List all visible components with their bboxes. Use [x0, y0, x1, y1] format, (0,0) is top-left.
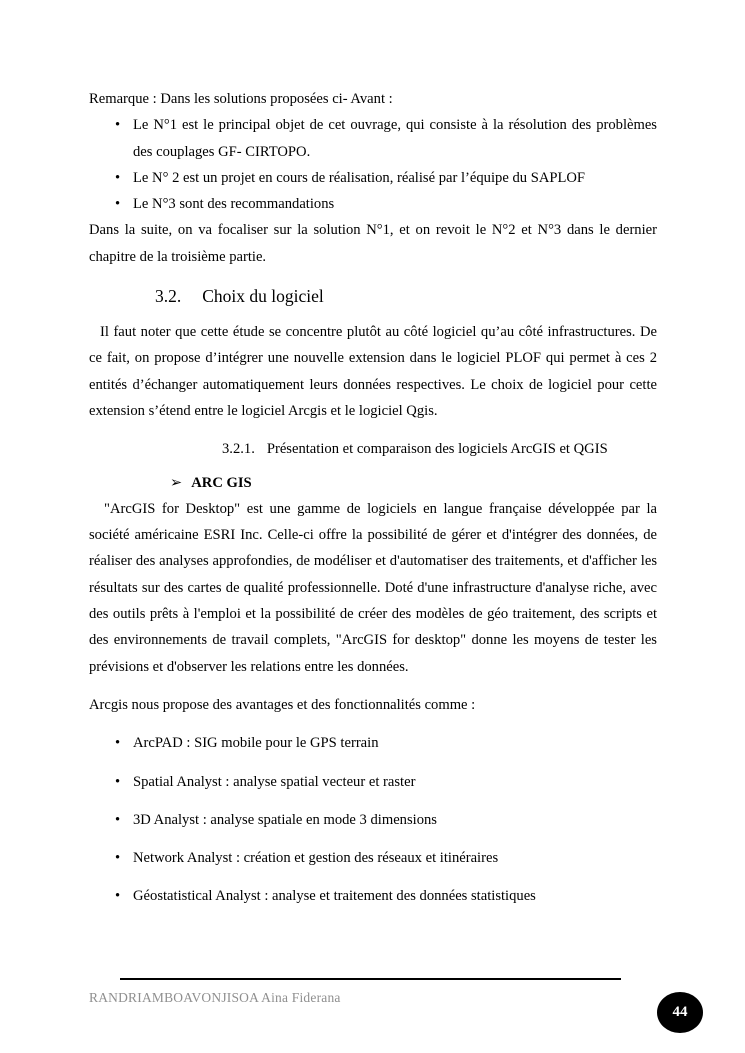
section-number: 3.2.: [155, 286, 182, 307]
bullet-icon: •: [115, 811, 121, 828]
footer-divider: [120, 978, 621, 980]
paragraph-intro: Il faut noter que cette étude se concentre plutôt au côté logiciel qu’au côté infrastructures. De ce fait, on propose d’intégrer une nouvelle extension dans le logiciel PLOF qui permet à ces 2 entités d’échanger automatiquement leurs données respectives. Le choix de logiciel pour cette extension s’étend entre le logiciel Arcgis et le logiciel Qgis.: [89, 324, 657, 419]
list-item-text: 3D Analyst : analyse spatiale en mode 3 dimensions: [133, 811, 437, 828]
bullet-icon: •: [115, 169, 121, 186]
features-list: [89, 730, 657, 909]
solutions-list: [89, 112, 657, 217]
list-item: [89, 883, 657, 909]
paragraph-advantages: Arcgis nous propose des avantages et des fonctionnalités comme :: [89, 696, 476, 713]
arrow-bullet-icon: ➢: [170, 474, 183, 491]
paragraph-focus: Dans la suite, on va focaliser sur la solution N°1, et on revoit le N°2 et N°3 dans le dernier chapitre de la troisième partie.: [89, 222, 657, 265]
list-item: [89, 769, 657, 795]
list-item-text: Le N° 2 est un projet en cours de réalisation, réalisé par l’équipe du SAPLOF: [133, 169, 586, 186]
subsection-number: 3.2.1.: [222, 441, 255, 458]
arcgis-heading-text: ARC GIS: [191, 474, 252, 491]
bullet-icon: •: [115, 196, 121, 213]
bullet-icon: •: [115, 735, 121, 752]
bullet-icon: •: [115, 850, 121, 867]
list-item-text: Spatial Analyst : analyse spatial vecteur et raster: [133, 773, 416, 790]
list-item-text: Géostatistical Analyst : analyse et traitement des données statistiques: [133, 888, 536, 905]
list-item: [89, 845, 657, 871]
bullet-icon: •: [115, 888, 121, 905]
bullet-icon: •: [115, 773, 121, 790]
page-content: [89, 86, 657, 922]
section-title: Choix du logiciel: [202, 286, 324, 307]
list-item: [89, 807, 657, 833]
list-item: [89, 165, 657, 191]
remark-intro: Remarque : Dans les solutions proposées ci- Avant :: [89, 91, 393, 107]
list-item: [89, 191, 657, 217]
list-item-text: Le N°1 est le principal objet de cet ouvrage, qui consiste à la résolution des problèmes des couplages GF- CIRTOPO.: [133, 117, 657, 160]
page-number: 44: [672, 1004, 688, 1020]
list-item: [89, 730, 657, 756]
footer-author: RANDRIAMBOAVONJISOA Aina Fiderana: [89, 990, 341, 1005]
page-number-badge: [657, 992, 703, 1033]
list-item-text: ArcPAD : SIG mobile pour le GPS terrain: [133, 735, 379, 752]
list-item-text: Network Analyst : création et gestion des réseaux et itinéraires: [133, 850, 499, 867]
list-item-text: Le N°3 sont des recommandations: [133, 196, 335, 213]
paragraph-arcgis: "ArcGIS for Desktop" est une gamme de logiciels en langue française développée par la société américaine ESRI Inc. Celle-ci offre la possibilité de gérer et d'intégrer des données, de réaliser des analyses approfondies, de modéliser et d'automatiser des traitements, et d'afficher les résultats sur des cartes de qualité professionnelle. Doté d'une infrastructure d'analyse riche, avec des outils prêts à l'emploi et la possibilité de créer des modèles de géo traitement, des scripts et des environnements de travail complets, "ArcGIS for desktop" donne les moyens de tester les prévisions et d'observer les relations entre les données.: [89, 500, 657, 675]
subsection-title: Présentation et comparaison des logiciels ArcGIS et QGIS: [266, 441, 608, 458]
list-item: [89, 112, 657, 165]
arcgis-heading: [89, 470, 657, 496]
section-heading: [89, 283, 657, 309]
bullet-icon: •: [115, 117, 121, 134]
subsection-heading: [89, 436, 657, 462]
